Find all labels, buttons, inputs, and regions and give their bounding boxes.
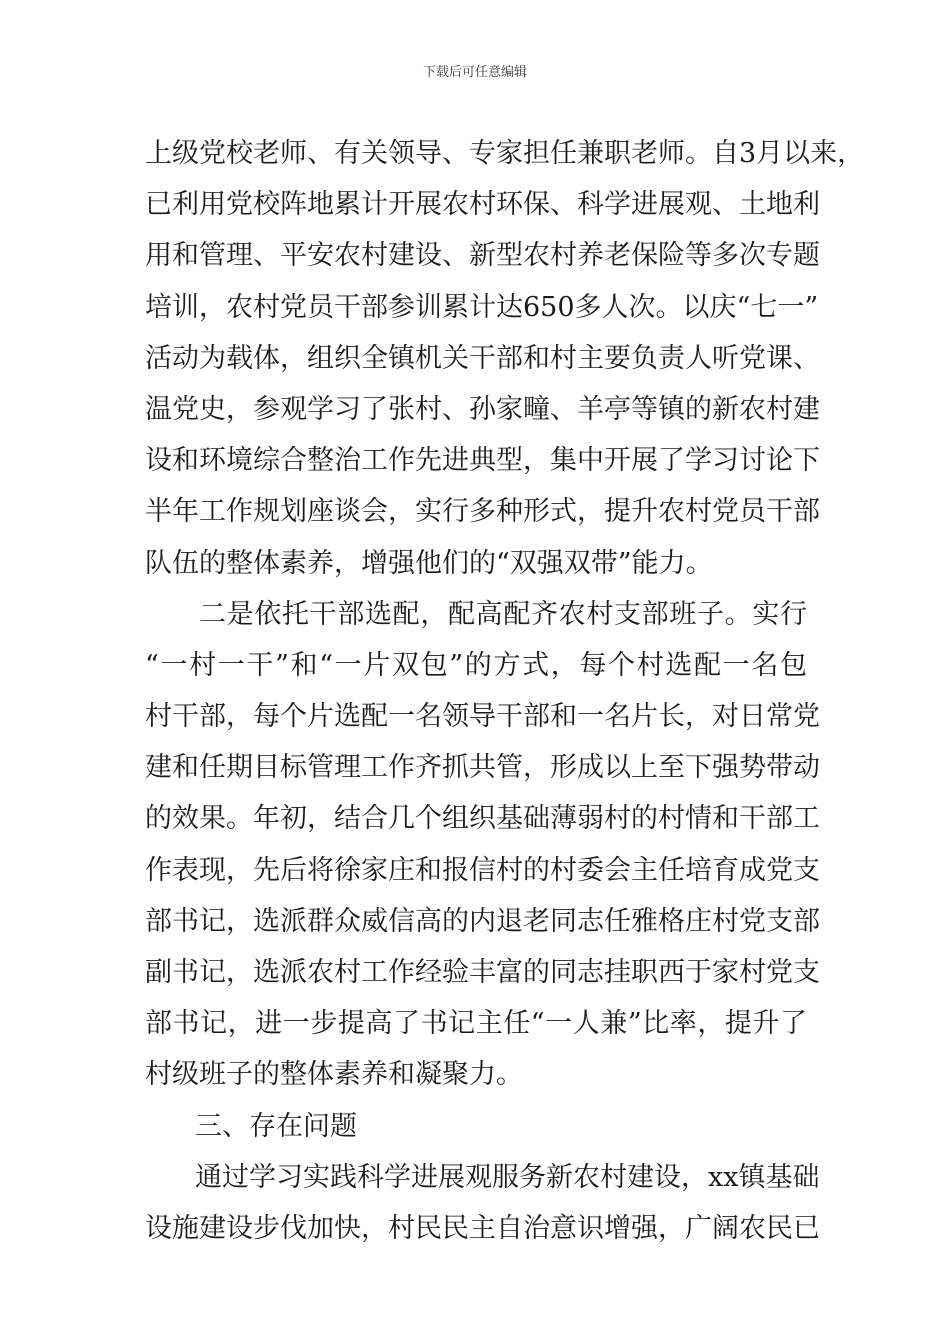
text-line: 活动为载体，组织全镇机关干部和村主要负责人听党课、 [145,342,820,374]
text-line: 上级党校老师、有关领导、专家担任兼职老师。自3月以来， [145,138,865,169]
text-line: 部书记，选派群众威信高的内退老同志任雅格庄村党支部 [145,905,820,937]
text-line: 村级班子的整体素养和凝聚力。 [145,1059,523,1091]
section-heading: 三、存在问题 [195,1110,357,1142]
text-line: 培训，农村党员干部参训累计达650多人次。以庆“七一” [145,291,819,323]
text-line: 用和管理、平安农村建设、新型农村养老保险等多次专题 [145,240,820,272]
text-line: 半年工作规划座谈会，实行多种形式，提升农村党员干部 [145,496,820,528]
text-line: 队伍的整体素养，增强他们的“双强双带”能力。 [145,547,713,579]
paragraph-first-line: 通过学习实践科学进展观服务新农村建设，xx镇基础 [195,1161,820,1193]
text-line: 建和任期目标管理工作齐抓共管，形成以上至下强势带动 [145,752,820,784]
text-line: 副书记，选派农村工作经验丰富的同志挂职西于家村党支 [145,957,820,988]
text-line: 作表现，先后将徐家庄和报信村的村委会主任培育成党支 [145,854,820,886]
text-line: 温党史，参观学习了张村、孙家疃、羊亭等镇的新农村建 [145,393,820,425]
page-header: 下载后可任意编辑 [422,65,527,80]
text-line: 村干部，每个片选配一名领导干部和一名片长，对日常党 [145,701,820,733]
paragraph-first-line: 二是依托干部选配，配高配齐农村支部班子。实行 [199,598,807,630]
text-line: 部书记，进一步提高了书记主任“一人兼”比率，提升了 [145,1008,807,1040]
text-line: 已利用党校阵地累计开展农村环保、科学进展观、土地利 [145,189,820,221]
text-line: 的效果。年初，结合几个组织基础薄弱村的村情和干部工 [145,803,820,835]
document-body [145,128,865,1254]
text-line: 设和环境综合整治工作先进典型，集中开展了学习讨论下 [145,445,820,477]
text-line: “一村一干”和“一片双包”的方式，每个村选配一名包 [145,649,807,681]
text-line: 设施建设步伐加快，村民民主自治意识增强，广阔农民已 [145,1212,820,1244]
